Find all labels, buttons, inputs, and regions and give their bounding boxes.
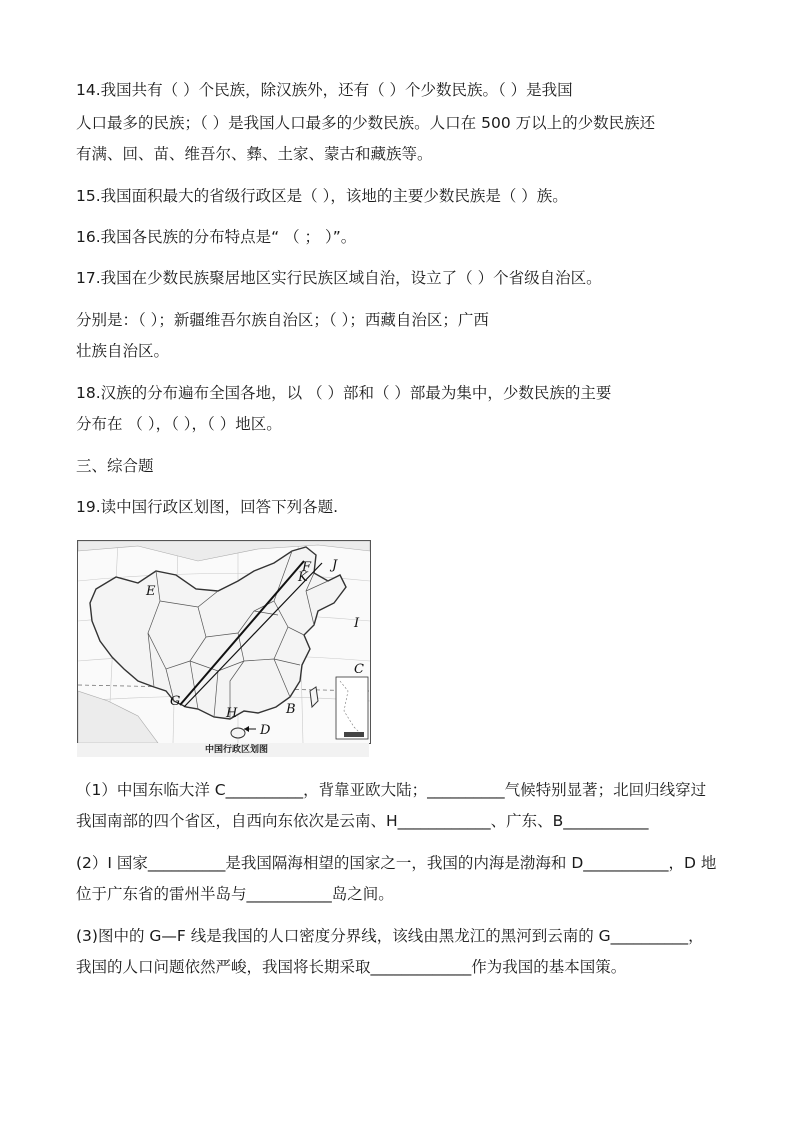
map-caption: 中国行政区划图 [77, 743, 369, 757]
map-label-h: H [226, 706, 238, 721]
map-label-g: G [170, 694, 181, 709]
section-3-heading: 三、综合题 [76, 457, 154, 475]
q14-line-1: 14.我国共有（ ）个民族，除汉族外，还有（ ）个少数民族。（ ）是我国 [76, 81, 573, 99]
q19-part1-line-1: （1）中国东临大洋 C__________，背靠亚欧大陆；__________气候特别显著；北回归线穿过 [76, 781, 707, 799]
q19-part1-line-2: 我国南部的四个省区，自西向东依次是云南、H____________、广东、B___________ [76, 812, 649, 830]
q17-line-2: 分别是：（ ）；新疆维吾尔族自治区；（ ）；西藏自治区；广西 [76, 311, 489, 329]
q18-line-2: 分布在 （ ），（ ），（ ）地区。 [76, 415, 282, 433]
map-label-i: I [354, 616, 360, 631]
map-label-d: D [260, 723, 271, 738]
map-label-c: C [354, 662, 364, 677]
q19-part3-line-2: 我国的人口问题依然严峻，我国将长期采取_____________作为我国的基本国策。 [76, 958, 627, 976]
q19-part2-line-1: (2）I 国家__________是我国隔海相望的国家之一，我国的内海是渤海和 D___________，D 地 [76, 854, 717, 872]
q15-line-1: 15.我国面积最大的省级行政区是（ ），该地的主要少数民族是（ ）族。 [76, 187, 568, 205]
map-label-k: K [298, 570, 308, 585]
q19-part2-line-2: 位于广东省的雷州半岛与___________岛之间。 [76, 885, 394, 903]
q19-stem: 19.读中国行政区划图，回答下列各题. [76, 498, 339, 516]
map-label-b: B [286, 702, 296, 717]
q17-line-1: 17.我国在少数民族聚居地区实行民族区域自治，设立了（ ）个省级自治区。 [76, 269, 602, 287]
q19-part3-line-1: (3)图中的 G—F 线是我国的人口密度分界线，该线由黑龙江的黑河到云南的 G__________， [76, 927, 704, 945]
china-admin-map [77, 540, 371, 744]
map-label-f: F [302, 560, 312, 575]
q17-line-3: 壮族自治区。 [76, 342, 170, 360]
map-label-j: J [332, 558, 338, 573]
q14-line-2: 人口最多的民族；（ ）是我国人口最多的少数民族。人口在 500 万以上的少数民族还 [76, 114, 656, 132]
q16-line-1: 16.我国各民族的分布特点是“ （ ； ）”。 [76, 228, 357, 246]
q18-line-1: 18.汉族的分布遍布全国各地，以 （ ）部和（ ）部最为集中，少数民族的主要 [76, 384, 612, 402]
map-label-e: E [146, 584, 156, 599]
china-admin-map-drawing [78, 541, 370, 743]
q14-line-3: 有满、回、苗、维吾尔、彝、土家、蒙古和藏族等。 [76, 145, 433, 163]
